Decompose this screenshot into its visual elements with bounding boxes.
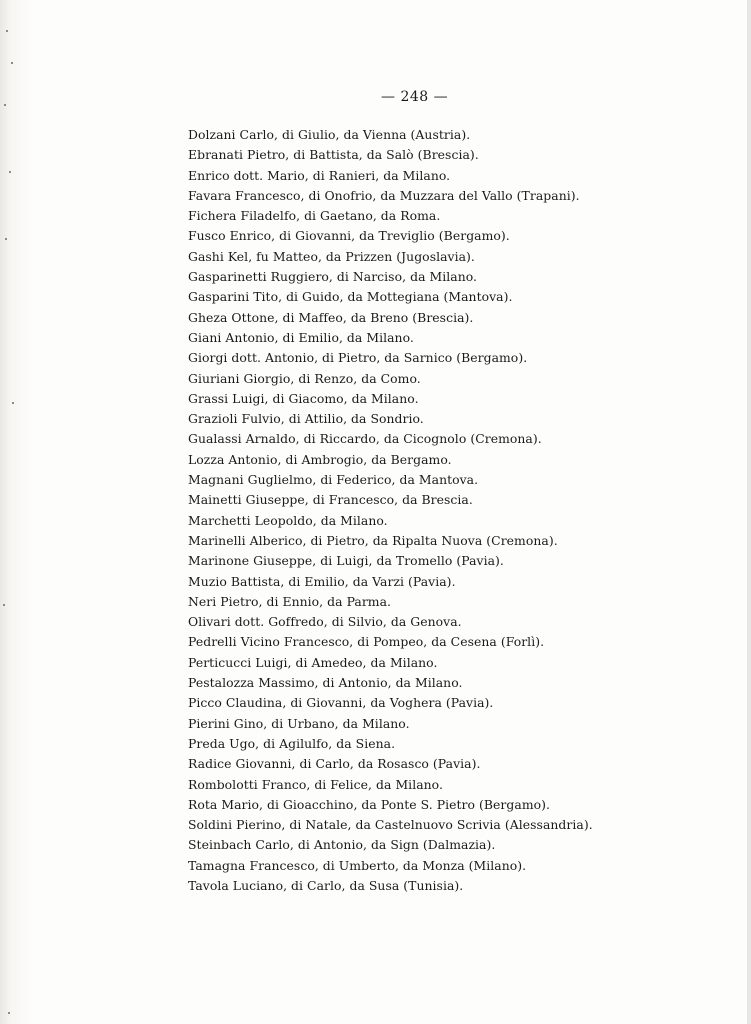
list-entry: Preda Ugo, di Agilulfo, da Siena. — [188, 735, 396, 751]
list-entry: Fichera Filadelfo, di Gaetano, da Roma. — [188, 208, 441, 224]
list-entry: Mainetti Giuseppe, di Francesco, da Brescia. — [188, 492, 473, 508]
page-number: — 248 — — [381, 89, 449, 105]
list-entry: Magnani Guglielmo, di Federico, da Mantova. — [188, 472, 479, 488]
list-entry: Neri Pietro, di Ennio, da Parma. — [188, 593, 392, 609]
list-entry: Olivari dott. Goffredo, di Silvio, da Genova. — [188, 614, 462, 630]
edge-speck — [4, 104, 6, 106]
list-entry: Soldini Pierino, di Natale, da Castelnuovo Scrivia (Alessandria). — [188, 817, 593, 833]
list-entry: Giorgi dott. Antonio, di Pietro, da Sarnico (Bergamo). — [188, 350, 528, 366]
page-left-edge-shadow — [0, 0, 34, 1024]
edge-speck — [8, 1012, 10, 1014]
list-entry: Pedrelli Vicino Francesco, di Pompeo, da Cesena (Forlì). — [188, 634, 545, 650]
list-entry: Gasparini Tito, di Guido, da Mottegiana (Mantova). — [188, 289, 513, 305]
list-entry: Marchetti Leopoldo, da Milano. — [188, 512, 388, 528]
edge-speck — [9, 171, 11, 173]
list-entry: Gheza Ottone, di Maffeo, da Breno (Brescia). — [188, 309, 474, 325]
page-right-edge — [747, 0, 751, 1024]
list-entry: Enrico dott. Mario, di Ranieri, da Milano. — [188, 167, 451, 183]
list-entry: Grazioli Fulvio, di Attilio, da Sondrio. — [188, 411, 424, 427]
list-entry: Radice Giovanni, di Carlo, da Rosasco (Pavia). — [188, 756, 481, 772]
list-entry: Dolzani Carlo, di Giulio, da Vienna (Austria). — [188, 127, 471, 142]
list-entry: Rota Mario, di Gioacchino, da Ponte S. Pietro (Bergamo). — [188, 796, 551, 812]
list-entry: Giani Antonio, di Emilio, da Milano. — [188, 329, 414, 345]
list-entry: Muzio Battista, di Emilio, da Varzi (Pavia). — [188, 573, 456, 589]
edge-speck — [5, 238, 7, 240]
list-entry: Gasparinetti Ruggiero, di Narciso, da Milano. — [188, 269, 478, 285]
edge-speck — [6, 30, 8, 32]
edge-speck — [12, 402, 14, 404]
list-entry: Tavola Luciano, di Carlo, da Susa (Tunisia). — [188, 877, 464, 893]
edge-speck — [11, 62, 13, 64]
list-entry: Tamagna Francesco, di Umberto, da Monza (Milano). — [188, 857, 527, 873]
list-entry: Marinone Giuseppe, di Luigi, da Tromello (Pavia). — [188, 553, 504, 569]
list-entry: Rombolotti Franco, di Felice, da Milano. — [188, 776, 443, 792]
list-entry: Steinbach Carlo, di Antonio, da Sign (Dalmazia). — [188, 837, 496, 853]
list-entry: Perticucci Luigi, di Amedeo, da Milano. — [188, 654, 438, 670]
list-entry: Gashi Kel, fu Matteo, da Prizzen (Jugoslavia). — [188, 248, 475, 264]
list-entry: Lozza Antonio, di Ambrogio, da Bergamo. — [188, 451, 452, 467]
list-entry: Ebranati Pietro, di Battista, da Salò (Brescia). — [188, 147, 479, 163]
list-entry: Fusco Enrico, di Giovanni, da Treviglio (Bergamo). — [188, 228, 510, 244]
list-entry: Pestalozza Massimo, di Antonio, da Milano. — [188, 675, 463, 691]
name-list — [188, 125, 708, 896]
list-entry: Gualassi Arnaldo, di Riccardo, da Cicognolo (Cremona). — [188, 431, 542, 447]
list-entry: Grassi Luigi, di Giacomo, da Milano. — [188, 390, 419, 406]
list-entry: Picco Claudina, di Giovanni, da Voghera (Pavia). — [188, 695, 494, 711]
list-entry: Marinelli Alberico, di Pietro, da Ripalta Nuova (Cremona). — [188, 532, 558, 548]
list-entry: Giuriani Giorgio, di Renzo, da Como. — [188, 370, 421, 386]
edge-speck — [3, 604, 5, 606]
list-entry: Favara Francesco, di Onofrio, da Muzzara del Vallo (Trapani). — [188, 187, 580, 203]
list-entry: Pierini Gino, di Urbano, da Milano. — [188, 715, 410, 731]
